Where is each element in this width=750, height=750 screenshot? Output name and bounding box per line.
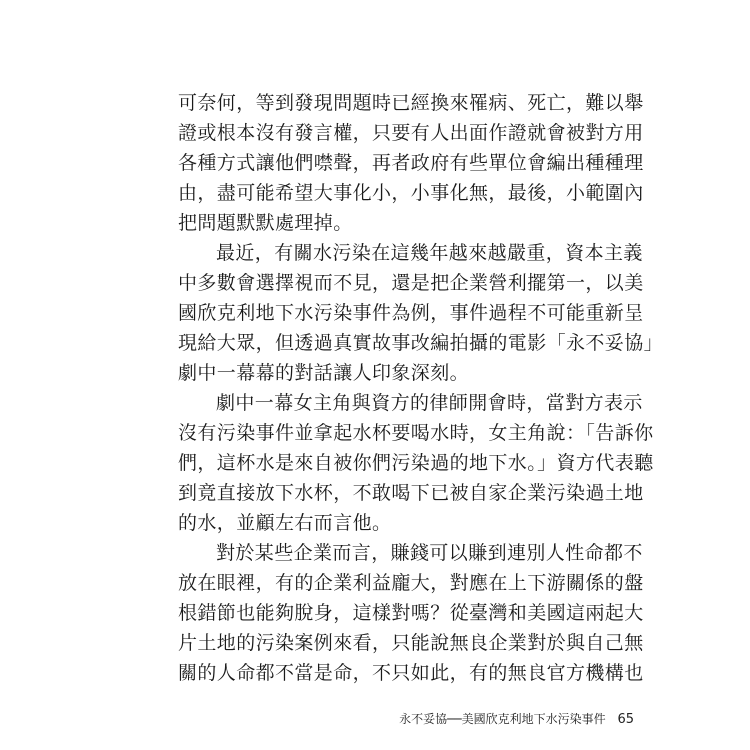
paragraph xyxy=(178,88,644,238)
text-line: 各種方式讓他們噤聲，再者政府有些單位會編出種種理 xyxy=(178,152,644,174)
paragraph xyxy=(178,238,664,388)
text-line: 到竟直接放下水杯，不敢喝下已被自家企業污染過土地 xyxy=(178,482,644,504)
text-line: 劇中一幕幕的對話讓人印象深刻。 xyxy=(178,362,470,384)
text-line: 現給大眾，但透過真實故事改編拍攝的電影「永不妥協」 xyxy=(178,332,664,354)
text-line: 關的人命都不當是命，不只如此，有的無良官方機構也 xyxy=(178,662,644,684)
page-number: 65 xyxy=(617,712,634,727)
text-line: 最近，有關水污染在這幾年越來越嚴重，資本主義 xyxy=(216,242,643,264)
page-footer xyxy=(399,710,634,727)
text-line: 片土地的污染案例來看，只能說無良企業對於與自己無 xyxy=(178,632,644,654)
text-line: 中多數會選擇視而不見，還是把企業營利擺第一，以美 xyxy=(178,272,644,294)
text-line: 由，盡可能希望大事化小，小事化無，最後，小範圍內 xyxy=(178,182,644,204)
text-line: 國欣克利地下水污染事件為例，事件過程不可能重新呈 xyxy=(178,302,644,324)
paragraph xyxy=(178,388,654,538)
text-line: 可奈何，等到發現問題時已經換來罹病、死亡，難以舉 xyxy=(178,92,644,114)
text-line: 根錯節也能夠脫身，這樣對嗎？從臺灣和美國這兩起大 xyxy=(178,602,644,624)
paragraph xyxy=(178,538,644,688)
text-line: 沒有污染事件並拿起水杯要喝水時，女主角說：「告訴你 xyxy=(178,422,654,444)
text-line: 放在眼裡，有的企業利益龐大，對應在上下游關係的盤 xyxy=(178,572,644,594)
text-line: 們，這杯水是來自被你們污染過的地下水。」資方代表聽 xyxy=(178,452,654,474)
text-line: 劇中一幕女主角與資方的律師開會時，當對方表示 xyxy=(216,392,643,414)
text-line: 證或根本沒有發言權，只要有人出面作證就會被對方用 xyxy=(178,122,644,144)
running-title: 永不妥協──美國欣克利地下水污染事件 xyxy=(399,712,606,726)
text-line: 對於某些企業而言，賺錢可以賺到連別人性命都不 xyxy=(216,542,643,564)
text-line: 的水，並顧左右而言他。 xyxy=(178,512,392,534)
text-line: 把問題默默處理掉。 xyxy=(178,212,353,234)
body-text xyxy=(178,88,664,688)
